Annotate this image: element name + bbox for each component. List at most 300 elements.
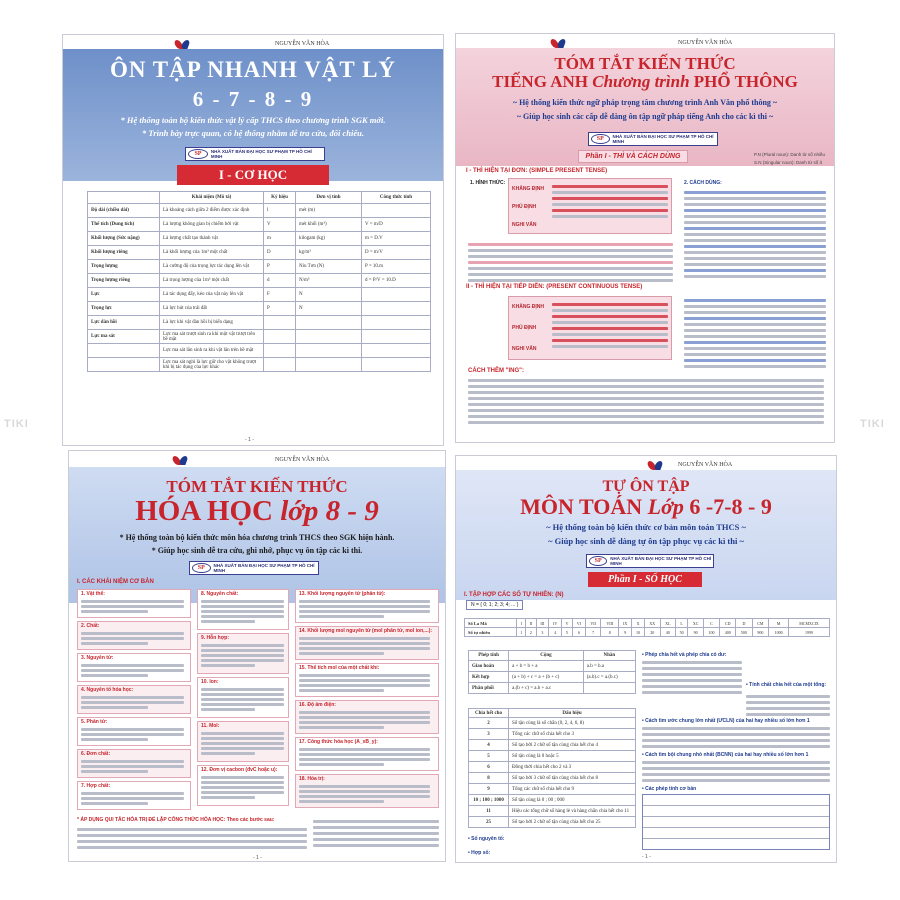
div-cell: 10 ; 100 ; 1000 <box>469 795 509 806</box>
title-level: PHỔ THÔNG <box>693 72 798 91</box>
publisher-name: NHÀ XUẤT BẢN ĐẠI HỌC SƯ PHẠM TP HỒ CHÍ MINH <box>610 556 712 566</box>
roman-row <box>465 619 830 628</box>
roman-cell: VII <box>585 619 600 628</box>
arabic-cell: 400 <box>720 628 736 637</box>
text-line <box>299 753 430 756</box>
arabic-cell: 1000 <box>769 628 789 637</box>
table-cell-f: m = D.V <box>362 232 431 246</box>
arabic-cell: 20 <box>644 628 660 637</box>
publisher-mark: SP <box>591 134 610 144</box>
table-header-concept: Khái niệm (Mô tả) <box>160 192 264 204</box>
section-title: I. CÁC KHÁI NIỆM CƠ BẢN <box>77 579 154 585</box>
concept-box <box>197 721 289 762</box>
valence-rule: * ÁP DỤNG QUI TẮC HÓA TRỊ ĐỂ LẬP CÔNG THỨC HÓA HỌC: Theo các bước sau: <box>77 817 275 823</box>
roman-cell: VIII <box>601 619 619 628</box>
div-cell: Số tạo bởi 3 chữ số tận cùng chia hết cho 8 <box>509 773 636 784</box>
arabic-cell: 50 <box>675 628 688 637</box>
table-cell-desc: Là khoảng cách giữa 2 điểm được xác định <box>160 204 264 218</box>
title-subject: MÔN TOÁN <box>520 494 643 519</box>
ops-cell: (a + b) + c = a + (b + c) <box>509 672 584 683</box>
text-line <box>299 758 430 761</box>
concept-box <box>77 621 191 650</box>
section-present-simple: I - THÌ HIỆN TẠI ĐƠN: (SIMPLE PRESENT TENSE) <box>466 168 608 174</box>
concept-box <box>77 589 191 618</box>
div-cell: Hiệu các tổng chữ số hàng lẻ và hàng chẵn chia hết cho 11 <box>509 806 636 817</box>
text-line <box>201 791 284 794</box>
text-line <box>81 696 184 699</box>
table-cell-desc: Là khối lượng của 1m³ một chất <box>160 246 264 260</box>
text-line <box>299 647 430 650</box>
arabic-cell: 6 <box>572 628 585 637</box>
arabic-cell: 8 <box>601 628 619 637</box>
chemistry-poster <box>68 450 446 862</box>
ops-cell: a.(b + c) = a.b + a.c <box>509 683 584 694</box>
concept-title: 14. Khối lượng mol nguyên tử (mol phân tử, mol ion,...): <box>299 628 433 634</box>
concept-box <box>77 749 191 778</box>
rule-division-body <box>642 658 742 697</box>
table-cell-unit <box>296 330 362 344</box>
poster-title-1: TỰ ÔN TẬP <box>602 478 690 495</box>
table-row <box>88 358 431 372</box>
text-line <box>299 679 430 682</box>
concept-title: 4. Nguyên tố hóa học: <box>81 687 134 693</box>
publisher-badge <box>586 554 714 568</box>
concept-title: 3. Nguyên tử: <box>81 655 114 661</box>
table-cell-unit <box>296 344 362 358</box>
section-natural-numbers: I. TẬP HỢP CÁC SỐ TỰ NHIÊN: (N) <box>464 592 564 598</box>
text-line <box>201 698 284 701</box>
table-cell-name: Độ dài (chiều dài) <box>88 204 160 218</box>
arabic-cell: 1 <box>517 628 526 637</box>
div-cell: 6 <box>469 762 509 773</box>
concept-title: 10. Ion: <box>201 679 219 685</box>
concept-box <box>197 589 289 630</box>
text-line <box>201 620 255 623</box>
table-cell-unit: N <box>296 288 362 302</box>
table-cell-f <box>362 358 431 372</box>
div-cell: 4 <box>469 740 509 751</box>
text-line <box>201 659 284 662</box>
text-line <box>299 726 384 729</box>
title-subject: TIẾNG ANH <box>492 72 589 91</box>
div-cell: Số tận cùng là 0 hoặc 5 <box>509 751 636 762</box>
roman-label: Số La Mã <box>465 619 517 628</box>
publisher-logo-icon <box>551 39 565 48</box>
div-row <box>469 718 636 729</box>
operations-table <box>468 650 636 694</box>
arabic-cell: 7 <box>585 628 600 637</box>
poster-title: ÔN TẬP NHANH VẬT LÝ <box>109 57 397 82</box>
div-cell: Số tận cùng là số chẵn (0, 2, 4, 6, 8) <box>509 718 636 729</box>
author-name: NGUYỄN VĂN HÒA <box>678 462 733 468</box>
div-cell: 8 <box>469 773 509 784</box>
text-line <box>201 688 284 691</box>
arabic-cell: 10 <box>632 628 645 637</box>
publisher-badge <box>189 561 319 575</box>
form-table-2-content <box>552 300 668 351</box>
div-cell: 11 <box>469 806 509 817</box>
ops-row <box>469 672 636 683</box>
text-line <box>81 765 184 768</box>
roman-cell: XX <box>644 619 660 628</box>
text-line <box>81 642 148 645</box>
poster-title-1: TÓM TẮT KIẾN THỨC <box>554 54 736 73</box>
title-program: Chương trình <box>592 72 690 91</box>
ing-rules <box>468 376 824 427</box>
text-line <box>299 800 384 803</box>
ops-cell: Phân phối <box>469 683 509 694</box>
concept-box <box>295 589 439 623</box>
form-label: 1. HÌNH THỨC: <box>470 180 506 186</box>
valence-rule-steps <box>77 825 307 852</box>
table-cell-desc: Là trọng lượng của 1m³ một chất <box>160 274 264 288</box>
text-line <box>81 701 184 704</box>
table-cell-desc: Là lượng chất tạo thành vật <box>160 232 264 246</box>
ing-rules-title: CÁCH THÊM "ING": <box>468 368 525 374</box>
spelling-rules <box>468 240 673 285</box>
table-row <box>88 344 431 358</box>
text-line <box>201 615 284 618</box>
part-title: Phần I - SỐ HỌC <box>588 572 702 587</box>
text-line <box>201 649 284 652</box>
table-cell-name: Trọng lực <box>88 302 160 316</box>
concept-box <box>77 653 191 682</box>
section-present-continuous: II - THÌ HIỆN TẠI TIẾP DIỄN: (PRESENT CONTINUOUS TENSE) <box>466 284 643 290</box>
concept-title: 1. Vật thể: <box>81 591 105 597</box>
table-cell-f <box>362 330 431 344</box>
text-line <box>81 797 184 800</box>
divisibility-table <box>468 708 636 828</box>
rule-division: • Phép chia hết và phép chia có dư: <box>642 652 727 658</box>
table-cell-f <box>362 288 431 302</box>
table-cell-f: D = m/V <box>362 246 431 260</box>
text-line <box>201 781 284 784</box>
ops-cell: a.b = b.a <box>583 661 635 672</box>
text-line <box>299 748 430 751</box>
poster-title-1: TÓM TẮT KIẾN THỨC <box>166 477 348 496</box>
table-cell-f <box>362 316 431 330</box>
label-question: NGHI VẤN <box>512 222 537 228</box>
concept-box <box>77 685 191 714</box>
roman-cell: III <box>536 619 549 628</box>
roman-cell: I <box>517 619 526 628</box>
text-line <box>299 600 430 603</box>
text-line <box>299 615 384 618</box>
text-line <box>299 637 430 640</box>
table-cell-name: Thể tích (Dung tích) <box>88 218 160 232</box>
watermark-right: TIKI <box>860 418 885 430</box>
table-cell-sym <box>264 330 296 344</box>
table-cell-f <box>362 204 431 218</box>
note-plural: P.N (Plural noun): Danh từ số nhiều <box>754 152 825 157</box>
poster-grades: 6 - 7 - 8 - 9 <box>192 87 314 111</box>
table-header-unit: Đơn vị tính <box>296 192 362 204</box>
ops-row <box>469 683 636 694</box>
roman-cell: D <box>736 619 752 628</box>
table-cell-sym <box>264 358 296 372</box>
text-line <box>201 644 284 647</box>
arabic-cell: 2 <box>526 628 536 637</box>
publisher-logo-icon <box>175 40 189 49</box>
ops-cell: Giao hoán <box>469 661 509 672</box>
author-name: NGUYỄN VĂN HÒA <box>275 41 330 47</box>
text-line <box>81 706 148 709</box>
table-cell-sym: F <box>264 288 296 302</box>
concept-title: 2. Chất: <box>81 623 100 629</box>
text-line <box>299 785 430 788</box>
table-cell-sym: m <box>264 232 296 246</box>
text-line <box>299 610 430 613</box>
div-cell: Tổng các chữ số chia hết cho 9 <box>509 784 636 795</box>
arabic-cell: 3 <box>536 628 549 637</box>
table-cell-unit: Niu Tơn (N) <box>296 260 362 274</box>
div-header-0: Chia hết cho <box>469 709 509 718</box>
publisher-name: NHÀ XUẤT BẢN ĐẠI HỌC SƯ PHẠM TP HỒ CHÍ MINH <box>612 134 714 144</box>
ops-header-0: Phép tính <box>469 651 509 661</box>
text-line <box>201 786 284 789</box>
roman-cell: MCMXCIX <box>789 619 830 628</box>
text-line <box>299 642 430 645</box>
use-label: 2. CÁCH DÙNG: <box>684 180 722 186</box>
text-line <box>201 708 255 711</box>
table-row <box>88 316 431 330</box>
rule-gcd: • Cách tìm ước chung lớn nhất (ƯCLN) của hai hay nhiều số lớn hơn 1 <box>642 718 810 724</box>
publisher-badge <box>588 132 718 146</box>
composite-note: • Hợp số: <box>468 850 491 856</box>
text-line <box>201 752 255 755</box>
concept-title: 13. Khối lượng nguyên tử (phân tử): <box>299 591 386 597</box>
publisher-name: NHÀ XUẤT BẢN ĐẠI HỌC SƯ PHẠM TP HỒ CHÍ MINH <box>210 149 312 159</box>
poster-subtitle-2: ~ Giúp học sinh dễ dàng tự ôn tập phục vụ các kì thi ~ <box>548 536 744 546</box>
author-name: NGUYỄN VĂN HÒA <box>275 457 330 463</box>
table-row <box>88 302 431 316</box>
div-cell: 3 <box>469 729 509 740</box>
text-line <box>81 610 148 613</box>
arabic-cell: 500 <box>736 628 752 637</box>
text-line <box>201 693 284 696</box>
arabic-cell: 4 <box>549 628 562 637</box>
text-line <box>81 770 148 773</box>
table-cell-name <box>88 358 160 372</box>
table-cell-f: d = P/V = 10.D <box>362 274 431 288</box>
rule-gcd-body <box>642 724 830 751</box>
text-line <box>201 703 284 706</box>
label-affirmative: KHẲNG ĐỊNH <box>512 186 544 192</box>
text-line <box>299 674 430 677</box>
page-number: - 1 - <box>245 437 254 443</box>
table-header-name <box>88 192 160 204</box>
text-line <box>201 600 284 603</box>
text-line <box>299 689 384 692</box>
table-cell-desc: Lực ma sát lăn sinh ra khi vật lăn trên bề mặt <box>160 344 264 358</box>
poster-subtitle-1: ~ Hệ thống toàn bộ kiến thức cơ bản môn toán THCS ~ <box>546 522 746 532</box>
roman-cell: C <box>703 619 719 628</box>
text-line <box>81 674 148 677</box>
table-cell-sym: P <box>264 302 296 316</box>
table-cell-unit <box>296 358 362 372</box>
usage-notes-1 <box>684 188 826 281</box>
roman-cell: IV <box>549 619 562 628</box>
concept-title: 5. Phân tử: <box>81 719 108 725</box>
table-cell-name: Trọng lượng <box>88 260 160 274</box>
arabic-label: Số tự nhiên <box>465 628 517 637</box>
table-cell-sym: d <box>264 274 296 288</box>
concept-title: 8. Nguyên chất: <box>201 591 239 597</box>
publisher-badge <box>185 147 325 161</box>
table-cell-unit: kg/m³ <box>296 246 362 260</box>
text-line <box>201 747 284 750</box>
text-line <box>81 733 184 736</box>
table-cell-desc: Lực ma sát nghỉ là lực giữ cho vật không trượt khi bị tác dụng của lực khác <box>160 358 264 372</box>
div-cell: 5 <box>469 751 509 762</box>
prime-note: • Số nguyên tố: <box>468 836 505 842</box>
usage-notes-2 <box>684 296 826 371</box>
text-line <box>201 737 284 740</box>
div-cell: 2 <box>469 718 509 729</box>
poster-subtitle-2: * Trình bày trực quan, có hệ thống nhằm dễ tra cứu, đối chiếu. <box>142 128 364 138</box>
concept-box <box>295 663 439 697</box>
part-title: Phần I - THÌ VÀ CÁCH DÙNG <box>585 153 681 160</box>
publisher-mark: SP <box>188 149 208 159</box>
table-cell-sym <box>264 316 296 330</box>
page-number: - 1 - <box>642 854 651 860</box>
table-row <box>88 274 431 288</box>
div-cell: 25 <box>469 817 509 828</box>
rule-basic-ops: • Các phép tính cơ bản <box>642 786 697 792</box>
concept-box <box>295 737 439 771</box>
label-question-2: NGHI VẤN <box>512 346 537 352</box>
div-cell: 9 <box>469 784 509 795</box>
roman-cell: II <box>526 619 536 628</box>
table-cell-sym: V <box>264 218 296 232</box>
table-cell-unit: mét (m) <box>296 204 362 218</box>
div-header-1: Dấu hiệu <box>509 709 636 718</box>
title-subject: HÓA HỌC <box>135 495 273 527</box>
div-row <box>469 806 636 817</box>
form-table-1-content <box>552 182 668 221</box>
math-poster <box>455 455 837 863</box>
physics-table <box>87 191 431 372</box>
concept-box <box>77 781 191 810</box>
ops-cell: a + b = b + a <box>509 661 584 672</box>
table-cell-desc: Là lực khi vật đàn hồi bị biến dạng <box>160 316 264 330</box>
table-row <box>88 246 431 260</box>
concept-title: 7. Hợp chất: <box>81 783 111 789</box>
roman-cell: V <box>562 619 573 628</box>
part-banner <box>578 150 688 163</box>
poster-title-2 <box>69 495 445 528</box>
roman-cell: M <box>769 619 789 628</box>
div-cell: Số tạo bởi 2 chữ số tận cùng chia hết cho 25 <box>509 817 636 828</box>
publisher-mark: SP <box>589 556 607 566</box>
div-cell: Số tạo bởi 2 chữ số tận cùng chia hết cho 4 <box>509 740 636 751</box>
text-line <box>81 664 184 667</box>
div-cell: Đồng thời chia hết cho 2 và 3 <box>509 762 636 773</box>
div-row <box>469 817 636 828</box>
ops-cell: Kết hợp <box>469 672 509 683</box>
ops-header-2: Nhân <box>583 651 635 661</box>
text-line <box>201 605 284 608</box>
text-line <box>299 711 430 714</box>
table-cell-f <box>362 302 431 316</box>
text-line <box>201 610 284 613</box>
physics-poster <box>62 34 444 446</box>
div-row <box>469 751 636 762</box>
watermark-left-top: TIKI <box>4 418 29 430</box>
table-cell-desc: Lực ma sát trượt sinh ra khi một vật trượt trên bề mặt <box>160 330 264 344</box>
table-cell-unit: kilogam (kg) <box>296 232 362 246</box>
arabic-cell: 40 <box>660 628 675 637</box>
table-header-row <box>88 192 431 204</box>
publisher-logo-icon <box>173 456 187 465</box>
div-row <box>469 795 636 806</box>
table-cell-desc: Là tác dụng đẩy, kéo của vật này lên vật <box>160 288 264 302</box>
text-line <box>81 738 148 741</box>
concept-title: 11. Mol: <box>201 723 220 729</box>
roman-cell: IX <box>619 619 632 628</box>
roman-cell: CD <box>720 619 736 628</box>
table-cell-desc: Là lực hút của trái đất <box>160 302 264 316</box>
concept-title: 9. Hỗn hợp: <box>201 635 229 641</box>
poster-subtitle-1: ~ Hệ thống kiến thức ngữ pháp trọng tâm chương trình Anh Văn phổ thông ~ <box>512 98 778 107</box>
text-line <box>299 763 384 766</box>
table-cell-unit: N <box>296 302 362 316</box>
natural-number-set: N = { 0; 1; 2; 3; 4; ... } <box>466 600 523 610</box>
text-line <box>81 728 184 731</box>
rule-lcm: • Cách tìm bội chung nhỏ nhất (BCNN) của hai hay nhiều số lớn hơn 1 <box>642 752 809 758</box>
text-line <box>81 802 148 805</box>
text-line <box>201 796 255 799</box>
table-cell-name: Lực đàn hồi <box>88 316 160 330</box>
concept-title: 15. Thể tích mol của một chất khí: <box>299 665 380 671</box>
table-cell-f: V = m/D <box>362 218 431 232</box>
table-row <box>88 288 431 302</box>
roman-cell: XC <box>688 619 703 628</box>
table-cell-desc: Là lượng không gian bị chiếm bởi vật <box>160 218 264 232</box>
concept-box <box>197 677 289 718</box>
concept-box <box>295 626 439 660</box>
note-singular: S.N (Singular noun): Danh từ số ít <box>754 160 823 165</box>
text-line <box>81 632 184 635</box>
text-line <box>81 637 184 640</box>
text-line <box>81 760 184 763</box>
table-cell-unit <box>296 316 362 330</box>
concept-box <box>197 765 289 806</box>
roman-numeral-table <box>464 618 830 637</box>
table-row <box>88 330 431 344</box>
table-cell-unit: mét khối (m³) <box>296 218 362 232</box>
roman-cell: CM <box>752 619 769 628</box>
arabic-cell: 900 <box>752 628 769 637</box>
roman-cell: X <box>632 619 645 628</box>
poster-subtitle-2: * Giúp học sinh dễ tra cứu, ghi nhớ, phục vụ ôn tập các kì thi. <box>151 546 363 555</box>
concept-title: 17. Công thức hóa học (A_xB_y): <box>299 739 378 745</box>
table-cell-name: Lực ma sát <box>88 330 160 344</box>
roman-cell: VI <box>572 619 585 628</box>
poster-subtitle-1: * Hệ thống toàn bộ kiến thức môn hóa chương trình THCS theo SGK hiện hành. <box>119 533 395 542</box>
table-header-formula: Công thức tính <box>362 192 431 204</box>
table-cell-name: Khối lượng riêng <box>88 246 160 260</box>
rule-sum-body <box>746 692 830 719</box>
concept-box <box>295 700 439 734</box>
poster-title-2 <box>456 494 836 520</box>
table-header-symbol: Ký hiệu <box>264 192 296 204</box>
label-negative-2: PHỦ ĐỊNH <box>512 325 537 331</box>
title-grades: lớp 8 - 9 <box>280 495 379 527</box>
table-cell-name: Trọng lượng riêng <box>88 274 160 288</box>
arabic-row <box>465 628 830 637</box>
div-header-row <box>469 709 636 718</box>
